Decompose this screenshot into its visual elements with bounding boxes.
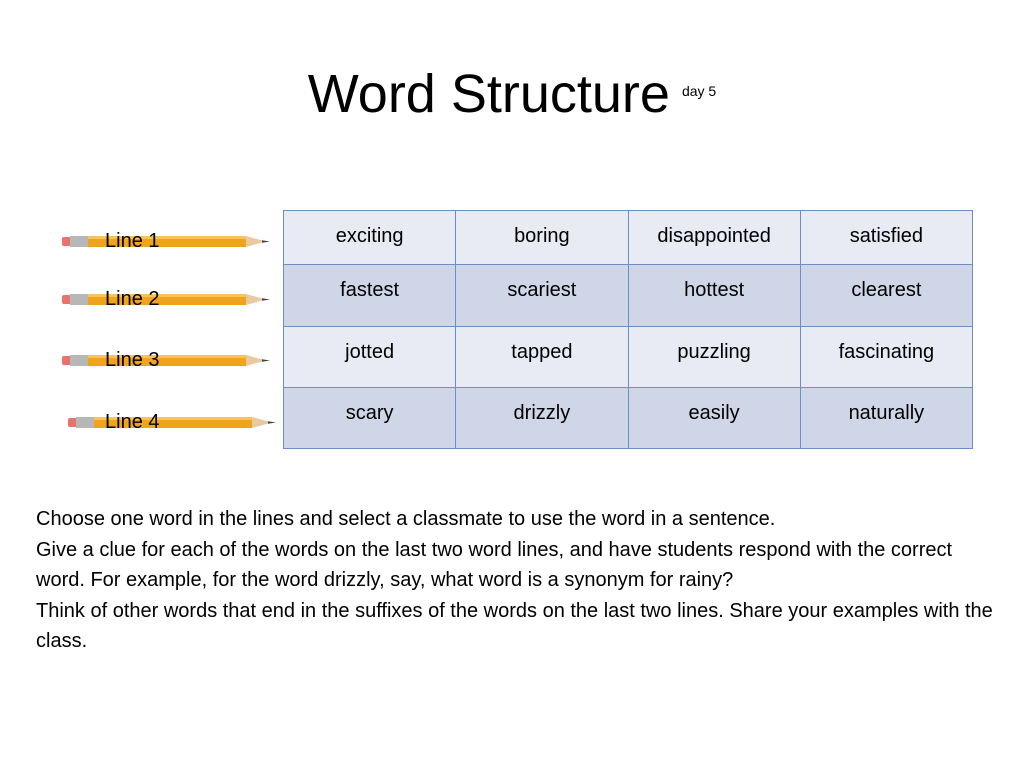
pencil-icon <box>68 411 278 433</box>
pencil-icon <box>62 349 272 371</box>
title-sub: day 5 <box>681 83 717 99</box>
table-cell: tapped <box>456 327 628 388</box>
table-cell: boring <box>456 211 628 265</box>
table-cell: satisfied <box>800 211 972 265</box>
table-cell: disappointed <box>628 211 800 265</box>
instruction-paragraph: Think of other words that end in the suffixes of the words on the last two lines. Share your examples with the class. <box>36 599 993 652</box>
line-label-2: Line 2 <box>105 288 160 310</box>
table-row <box>284 388 973 449</box>
table-row <box>284 211 973 265</box>
table-cell: puzzling <box>628 327 800 388</box>
table-cell: drizzly <box>456 388 628 449</box>
title-main: Word Structure <box>307 64 670 124</box>
table-cell: scary <box>284 388 456 449</box>
table-cell: clearest <box>800 265 972 327</box>
line-marker-2 <box>62 284 280 314</box>
table-row <box>284 265 973 327</box>
line-label-4: Line 4 <box>105 411 160 433</box>
line-marker-1 <box>62 226 280 256</box>
line-marker-4 <box>68 407 286 437</box>
table-cell: fascinating <box>800 327 972 388</box>
table-cell: hottest <box>628 265 800 327</box>
instruction-paragraph: Choose one word in the lines and select a classmate to use the word in a sentence. <box>36 508 776 530</box>
table-cell: easily <box>628 388 800 449</box>
word-table <box>283 210 973 449</box>
table-cell: exciting <box>284 211 456 265</box>
line-label-1: Line 1 <box>105 230 160 252</box>
table-cell: fastest <box>284 265 456 327</box>
pencil-icon <box>62 288 272 310</box>
table-row <box>284 327 973 388</box>
table-cell: jotted <box>284 327 456 388</box>
pencil-icon <box>62 230 272 252</box>
slide-title <box>0 62 1024 126</box>
table-cell: naturally <box>800 388 972 449</box>
instruction-paragraph: Give a clue for each of the words on the last two word lines, and have students respond with the correct word. For example, for the word drizzly, say, what word is a synonym for rainy? <box>36 538 953 591</box>
table-cell: scariest <box>456 265 628 327</box>
line-label-3: Line 3 <box>105 349 160 371</box>
instructions <box>36 504 996 657</box>
line-marker-3 <box>62 345 280 375</box>
